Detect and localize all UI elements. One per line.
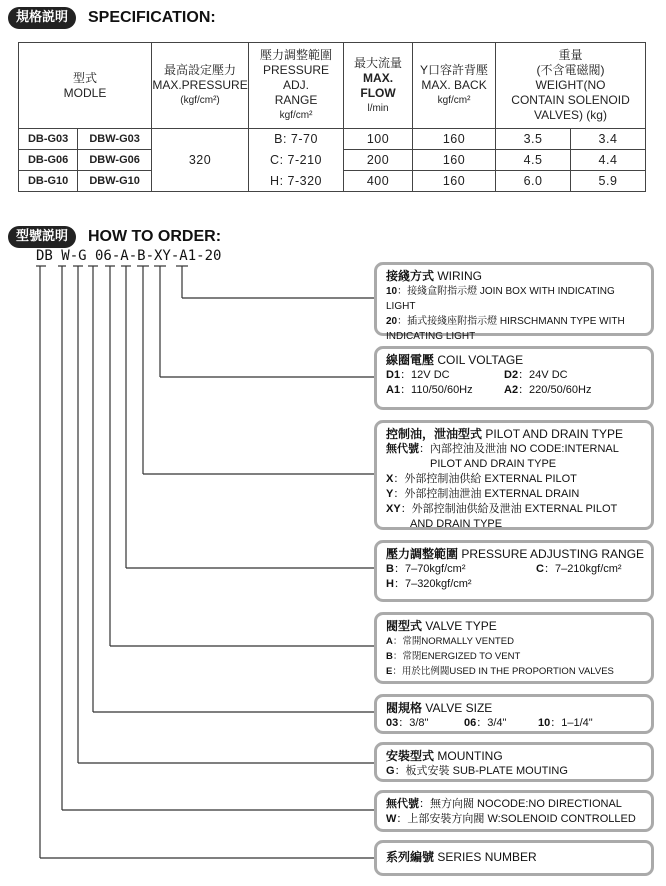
model-db-cell: DB-G10	[19, 171, 78, 192]
wiring-box: 接綫方式 WIRING 10：接綫盒附指示燈 JOIN BOX WITH INDICATING LIGHT 20：插式接綫座附指示燈 HIRSCHMANN TYPE WITH INDICATING LIGHT	[374, 262, 654, 336]
weight-cell: 5.9	[571, 171, 646, 192]
series-number-box: 系列編號 SERIES NUMBER	[374, 840, 654, 876]
coil-voltage-box: 線圈電壓 COIL VOLTAGE D1：12V DC D2：24V DC A1：110/50/60Hz A2：220/50/60Hz	[374, 346, 654, 410]
back-cell: 160	[413, 129, 496, 150]
range-cell: H: 7-320	[249, 171, 344, 192]
flow-cell: 400	[344, 171, 413, 192]
header-model: 型式 MODLE	[19, 43, 152, 129]
order-code: DB W-G 06-A-B-XY-A1-20	[36, 248, 222, 264]
weight-cell: 4.5	[496, 150, 571, 171]
header-max-flow: 最大流量 MAX. FLOW l/min	[344, 43, 413, 129]
header-max-back: Y口容許背壓 MAX. BACK kgf/cm²	[413, 43, 496, 129]
mounting-box: 安裝型式 MOUNTING G：板式安裝 SUB-PLATE MOUTING	[374, 742, 654, 782]
weight-cell: 4.4	[571, 150, 646, 171]
pressure-range-box: 壓力調整範圍 PRESSURE ADJUSTING RANGE B：7–70kgf/cm² C：7–210kgf/cm² H：7–320kgf/cm²	[374, 540, 654, 602]
weight-cell: 3.4	[571, 129, 646, 150]
model-dbw-cell: DBW-G06	[78, 150, 152, 171]
model-db-cell: DB-G03	[19, 129, 78, 150]
model-dbw-cell: DBW-G03	[78, 129, 152, 150]
model-db-cell: DB-G06	[19, 150, 78, 171]
back-cell: 160	[413, 150, 496, 171]
pilot-drain-box: 控制油，泄油型式 PILOT AND DRAIN TYPE 無代號：內部控油及泄油 NO CODE:INTERNAL PILOT AND DRAIN TYPE X：外部控制油供給 EXTERNAL PILOT Y：外部控制油泄油 EXTERNAL DRAIN XY：外部控制油供給及泄油 EXTERNAL PILOT AND DRAIN TYPE	[374, 420, 654, 530]
header-weight: 重量 (不含電磁閥) WEIGHT(NO CONTAIN SOLENOID VALVES) (kg)	[496, 43, 646, 129]
range-cell: C: 7-210	[249, 150, 344, 171]
directional-valve-box: 無代號：無方向閥 NOCODE:NO DIRECTIONAL W：上部安裝方向閥 W:SOLENOID CONTROLLED	[374, 790, 654, 832]
back-cell: 160	[413, 171, 496, 192]
spec-title: SPECIFICATION:	[88, 9, 216, 26]
max-pressure-cell: 320	[152, 129, 249, 192]
spec-badge: 規格説明	[8, 7, 76, 29]
model-dbw-cell: DBW-G10	[78, 171, 152, 192]
valve-type-box: 閥型式 VALVE TYPE A：常開NORMALLY VENTED B：常閉ENERGIZED TO VENT E：用於比例閥USED IN THE PROPORTION VALVES	[374, 612, 654, 684]
range-cell: B: 7-70	[249, 129, 344, 150]
order-title: HOW TO ORDER:	[88, 228, 222, 245]
order-badge: 型號説明	[8, 226, 76, 248]
flow-cell: 200	[344, 150, 413, 171]
valve-size-box: 閥規格 VALVE SIZE 03：3/8" 06：3/4" 10：1–1/4"	[374, 694, 654, 734]
flow-cell: 100	[344, 129, 413, 150]
header-pressure-adj: 壓力調整範圍 PRESSURE ADJ. RANGE kgf/cm²	[249, 43, 344, 129]
weight-cell: 6.0	[496, 171, 571, 192]
weight-cell: 3.5	[496, 129, 571, 150]
header-max-pressure: 最高設定壓力 MAX.PRESSURE (kgf/cm²)	[152, 43, 249, 129]
